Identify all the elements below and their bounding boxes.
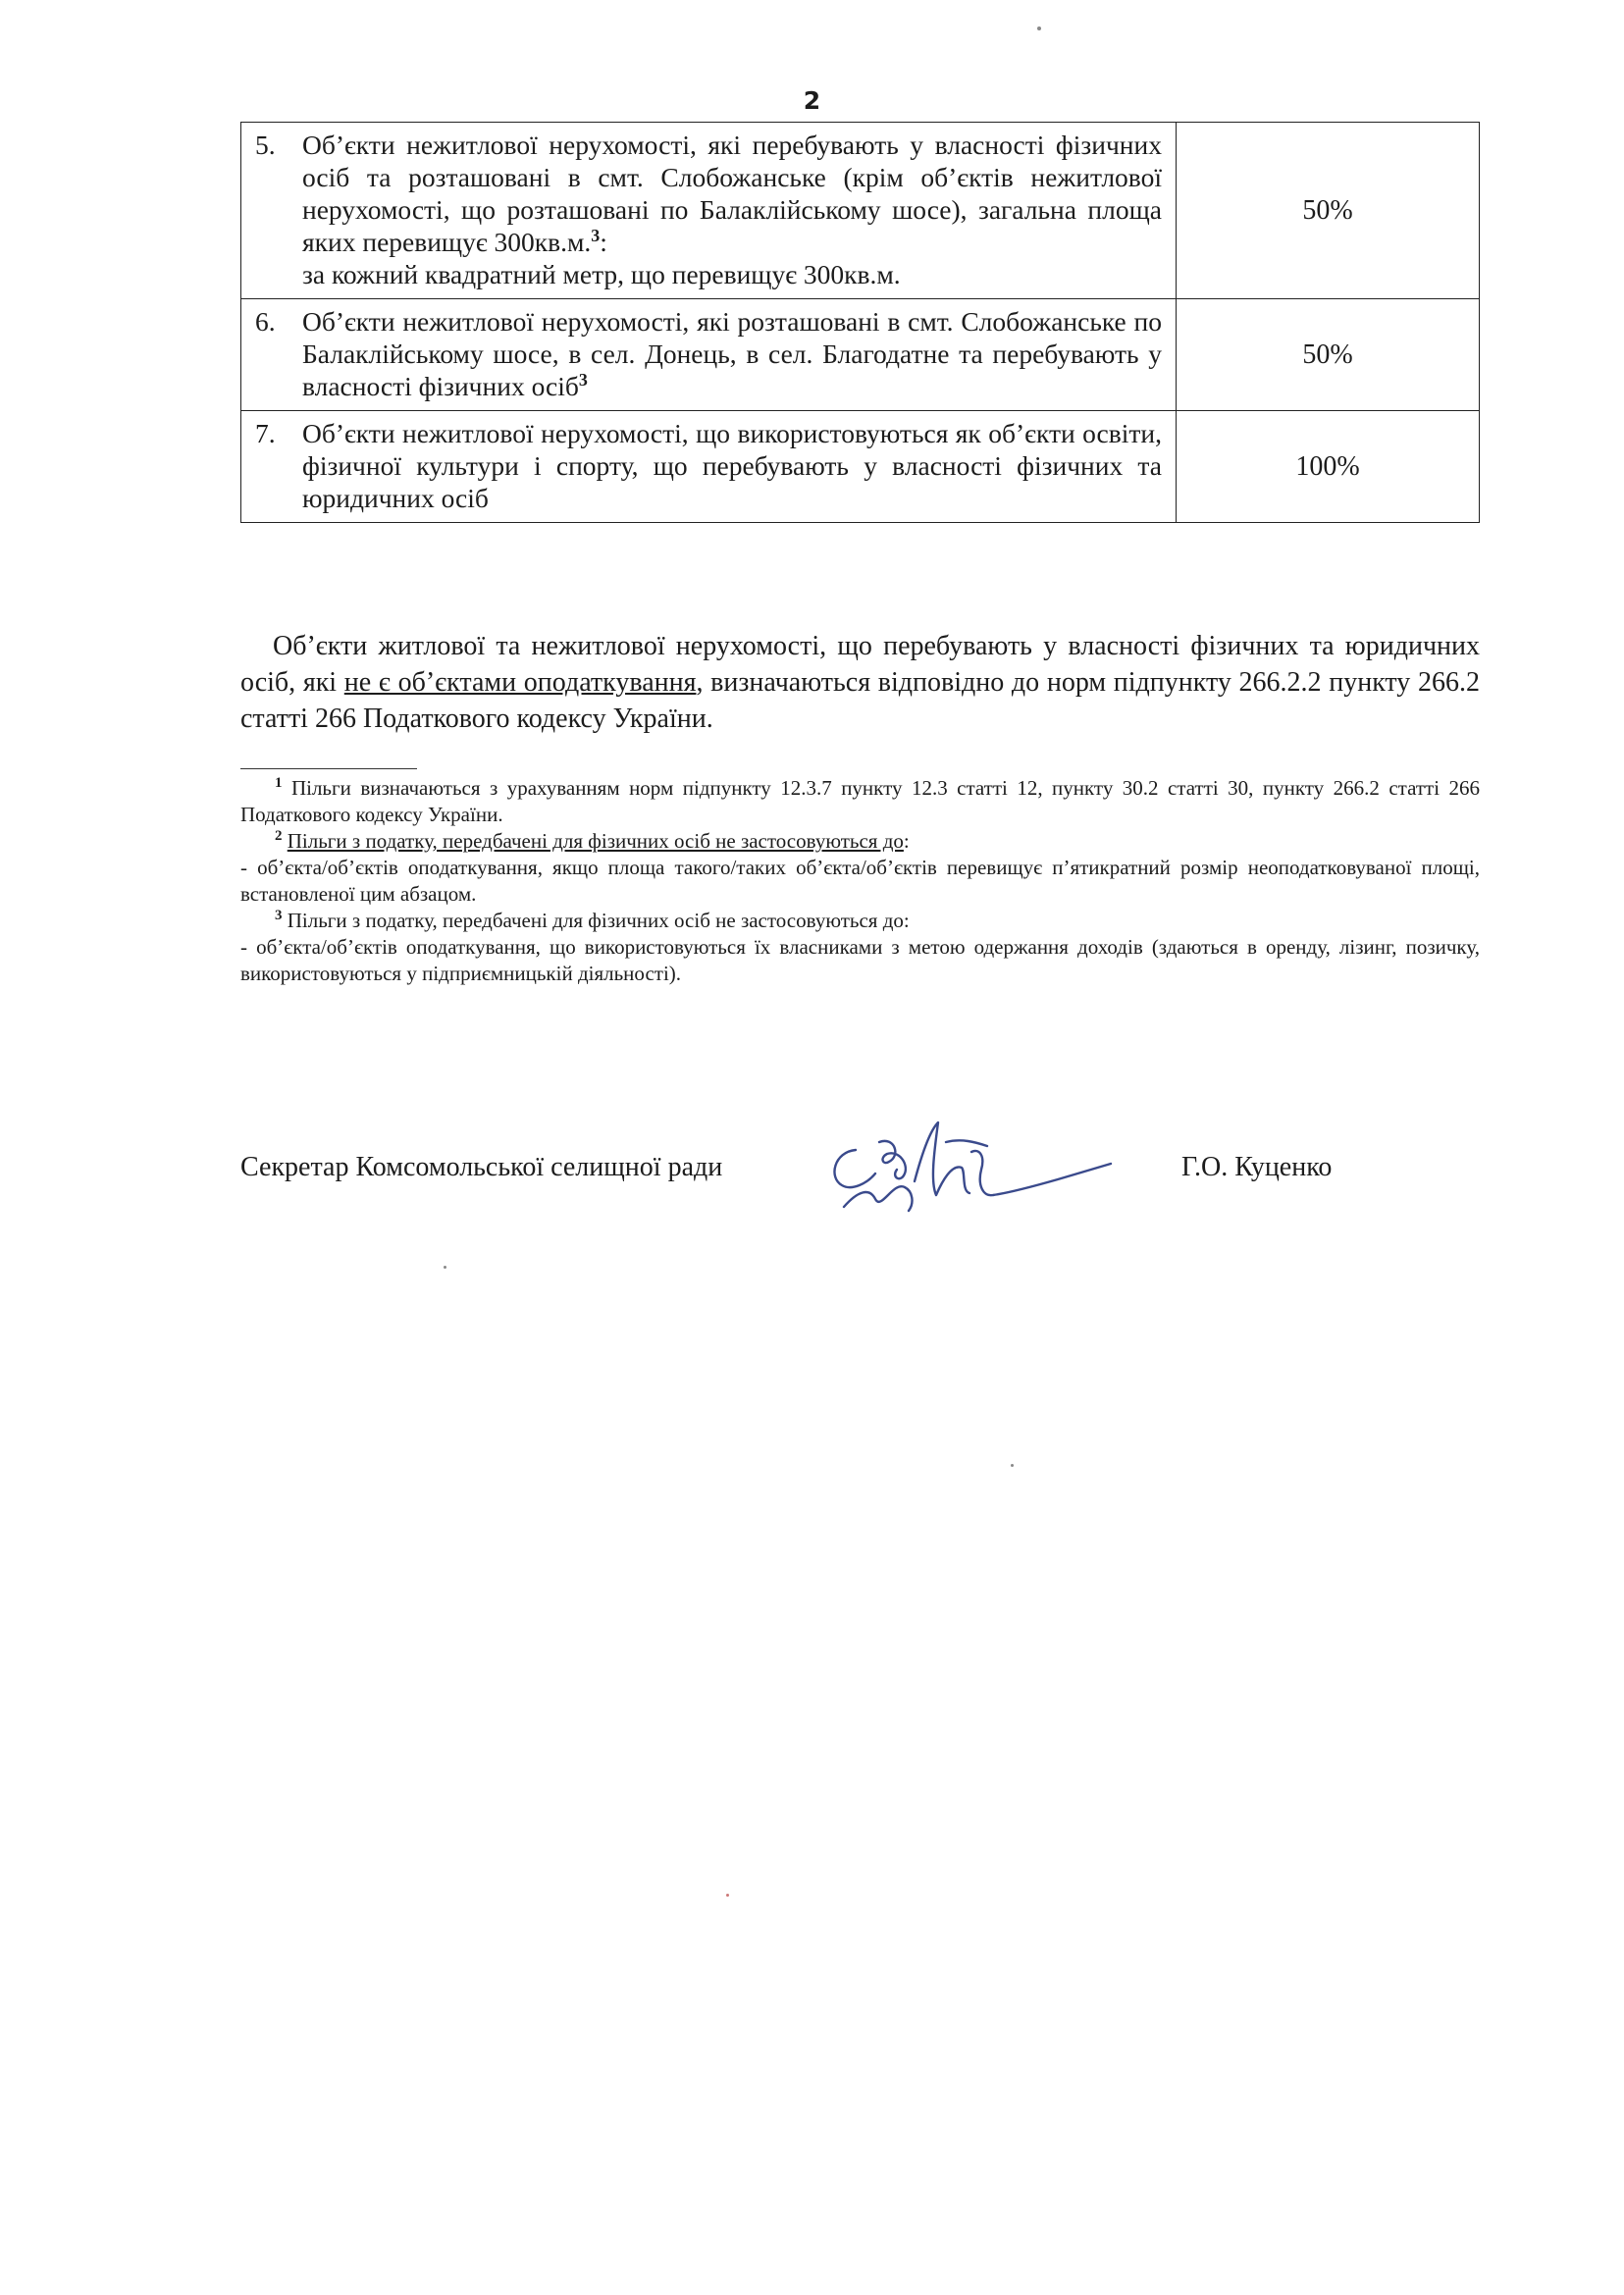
footnote-3-heading: $^3$ Пільги з податку, передбачені для фізичних осіб не застосовуються до:	[275, 908, 910, 932]
scan-speck	[444, 1266, 446, 1269]
row-number: 7.	[255, 418, 276, 448]
footnote-1: $^1$ Пільги визначаються з урахуванням норм підпункту 12.3.7 пункту 12.3 статті 12, пункту 30.2 статті 30, пункту 266.2 статті 266 Податкового кодексу України.	[240, 775, 1480, 826]
table-row	[241, 123, 1480, 299]
row-description	[241, 123, 1177, 299]
row-number: 5.	[255, 130, 276, 160]
signatory-role: Секретар Комсомольської селищної ради	[240, 1152, 723, 1182]
row-description	[241, 299, 1177, 411]
tax-benefits-table	[240, 122, 1480, 523]
row-text: Об’єкти нежитлової нерухомості, які розташовані в смт. Слобожанське по Балаклійському шосе, в сел. Донець, в сел. Благодатне та перебувають у власності фізичних осіб$^3$	[302, 306, 1162, 401]
footnotes	[240, 775, 1480, 987]
row-text: Об’єкти нежитлової нерухомості, що використовуються як об’єкти освіти, фізичної культури і спорту, що перебувають у власності фізичних та юридичних осіб	[302, 418, 1162, 513]
row-rate: 50%	[1177, 299, 1480, 411]
note-paragraph: Об’єкти житлової та нежитлової нерухомості, що перебувають у власності фізичних та юридичних осіб, які не є об’єктами оподаткування, визначаються відповідно до норм підпункту 266.2.2 пункту 266.2 статті 266 Податкового кодексу України.	[240, 631, 1480, 734]
footnote-ref: 3	[578, 369, 588, 390]
row-description	[241, 411, 1177, 523]
scan-speck	[726, 1894, 729, 1897]
row-rate: 100%	[1177, 411, 1480, 523]
footnote-2-heading: $^2$ Пільги з податку, передбачені для фізичних осіб не застосовуються до:	[275, 828, 910, 853]
row-number: 6.	[255, 306, 276, 337]
table-row	[241, 299, 1480, 411]
scan-speck	[1037, 26, 1041, 30]
signature-block	[240, 1142, 1480, 1260]
table-row	[241, 411, 1480, 523]
underlined-phrase: не є об’єктами оподаткування	[343, 667, 697, 698]
handwritten-signature	[814, 1113, 1119, 1230]
footnote-2-item: - об’єкта/об’єктів оподаткування, якщо площа такого/таких об’єкта/об’єктів перевищує п’ятикратний розмір неоподатковуваної площі, встановленої цим абзацом.	[240, 856, 1480, 906]
footnote-separator	[240, 768, 417, 769]
row-text: Об’єкти нежитлової нерухомості, які перебувають у власності фізичних осіб та розташовані в смт. Слобожанське (крім об’єктів нежитлової нерухомості, що розташовані по Балаклійському шосе), загальна площа яких перевищує 300кв.м.$^3$:	[302, 130, 1162, 257]
row-text-line2: за кожний квадратний метр, що перевищує 300кв.м.	[302, 259, 901, 289]
page-number: 2	[803, 86, 821, 115]
row-rate: 50%	[1177, 123, 1480, 299]
signatory-name: Г.О. Куценко	[1181, 1152, 1333, 1182]
scan-speck	[1011, 1464, 1014, 1467]
footnote-ref: 3	[591, 225, 601, 245]
footnote-3-item: - об’єкта/об’єктів оподаткування, що використовуються їх власниками з метою одержання доходів (здаються в оренду, лізинг, позичку, використовуються у підприємницькій діяльності).	[240, 935, 1480, 985]
